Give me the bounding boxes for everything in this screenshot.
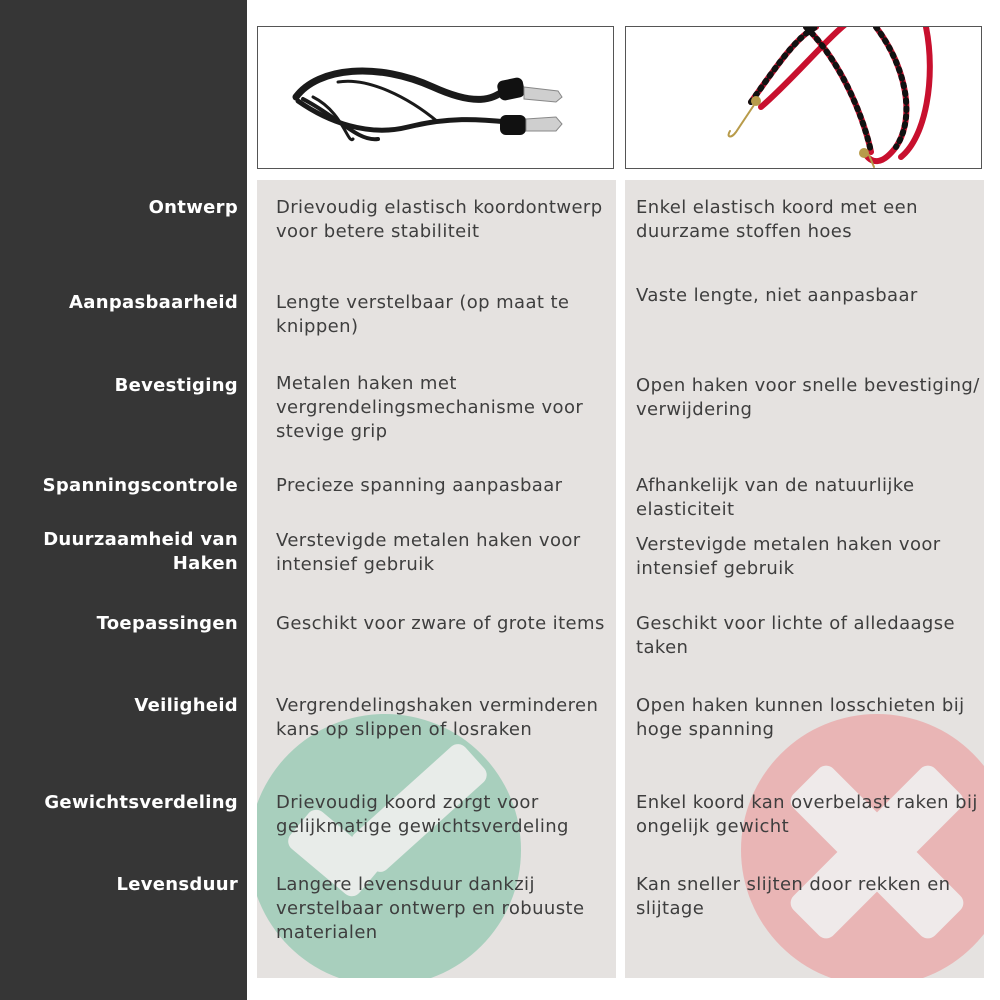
row-label-bevestiging: Bevestiging bbox=[114, 375, 238, 396]
right-cell-ontwerp: Enkel elastisch koord met een duurzame stoffen hoes bbox=[636, 197, 918, 242]
row-label-aanpasbaarheid: Aanpasbaarheid bbox=[69, 292, 238, 313]
row-label-gewichtsverdeling: Gewichtsverdeling bbox=[44, 792, 238, 813]
row-label-toepassingen: Toepassingen bbox=[96, 613, 238, 634]
cross-icon bbox=[741, 714, 984, 978]
row-label-levensduur: Levensduur bbox=[116, 874, 238, 895]
right-cell-aanpasbaarheid: Vaste lengte, niet aanpasbaar bbox=[636, 285, 918, 306]
left-cell-toepassingen: Geschikt voor zware of grote items bbox=[276, 613, 605, 634]
left-cell-bevestiging: Metalen haken met vergrendelingsmechanisme voor stevige grip bbox=[276, 373, 584, 442]
right-cell-duurzaamheid: Verstevigde metalen haken voor intensief gebruik bbox=[636, 534, 941, 579]
left-cell-gewichtsverdeling: Drievoudig koord zorgt voor gelijkmatige gewichtsverdeling bbox=[276, 792, 569, 837]
left-cell-duurzaamheid: Verstevigde metalen haken voor intensief gebruik bbox=[276, 530, 581, 575]
triple-strap-image bbox=[258, 27, 613, 168]
row-label-spanningscontrole: Spanningscontrole bbox=[42, 475, 238, 496]
row-label-veiligheid: Veiligheid bbox=[134, 695, 238, 716]
left-cell-ontwerp: Drievoudig elastisch koordontwerp voor betere stabiliteit bbox=[276, 197, 603, 242]
sidebar bbox=[0, 0, 247, 1000]
product-image-left bbox=[257, 26, 614, 169]
right-cell-toepassingen: Geschikt voor lichte of alledaagse taken bbox=[636, 613, 956, 658]
single-cord-image bbox=[626, 27, 981, 168]
left-cell-levensduur: Langere levensduur dankzij verstelbaar ontwerp en robuuste materialen bbox=[276, 874, 585, 943]
right-cell-gewichtsverdeling: Enkel koord kan overbelast raken bij ongelijk gewicht bbox=[636, 792, 978, 837]
left-cell-veiligheid: Vergrendelingshaken verminderen kans op slippen of losraken bbox=[276, 695, 599, 740]
right-cell-veiligheid: Open haken kunnen losschieten bij hoge spanning bbox=[636, 695, 965, 740]
product-image-right bbox=[625, 26, 982, 169]
right-cell-levensduur: Kan sneller slijten door rekken en slijtage bbox=[636, 874, 951, 919]
row-label-ontwerp: Ontwerp bbox=[148, 197, 238, 218]
left-cell-spanningscontrole: Precieze spanning aanpasbaar bbox=[276, 475, 563, 496]
right-cell-bevestiging: Open haken voor snelle bevestiging/ verwijdering bbox=[636, 375, 980, 420]
right-cell-spanningscontrole: Afhankelijk van de natuurlijke elasticiteit bbox=[636, 475, 915, 520]
row-label-duurzaamheid: Duurzaamheid van Haken bbox=[43, 529, 238, 574]
left-cell-aanpasbaarheid: Lengte verstelbaar (op maat te knippen) bbox=[276, 292, 570, 337]
